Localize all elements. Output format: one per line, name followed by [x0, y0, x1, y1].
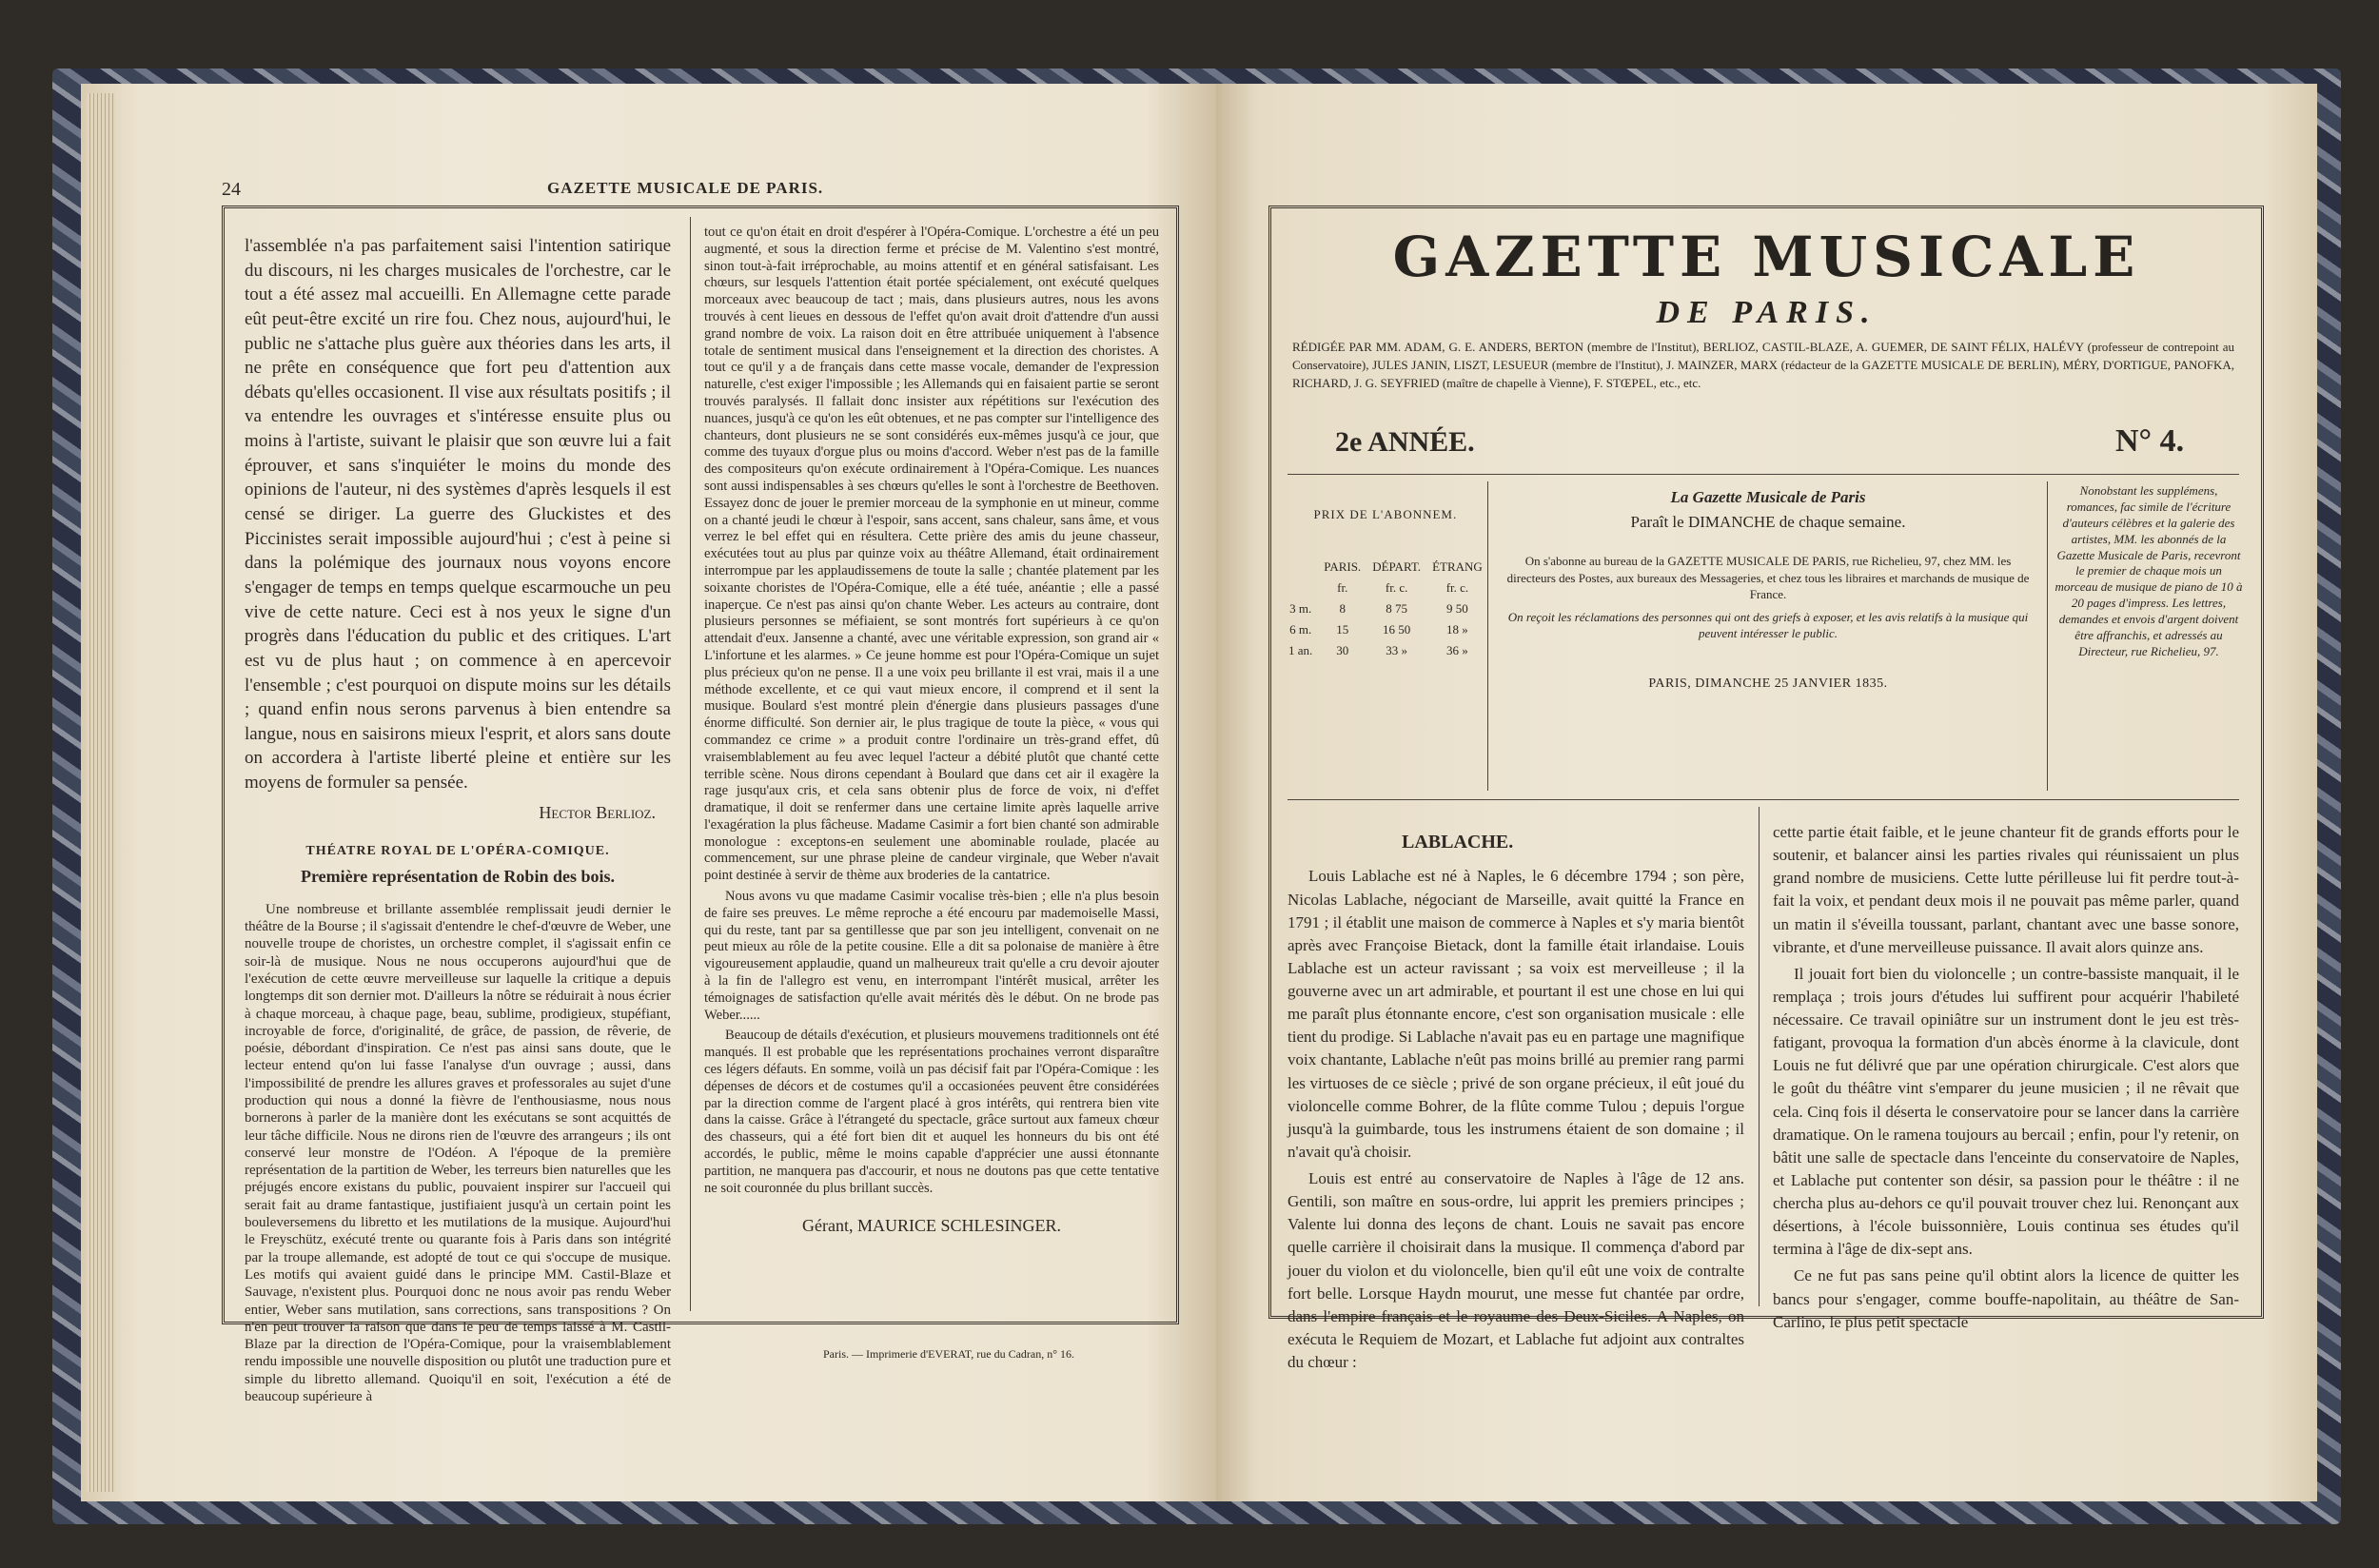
right-page [1216, 84, 2317, 1501]
gerant: Gérant, MAURICE SCHLESINGER. [802, 1216, 1061, 1236]
publication-day: Paraît le DIMANCHE de chaque semaine. [1630, 513, 1906, 531]
masthead-rule [1288, 474, 2239, 475]
price-unit: fr. c. [1445, 580, 1469, 595]
article-paragraph: Ce ne fut pas sans peine qu'il obtint alors la licence de quitter les bancs pour s'engager, comme bouffe-napolitain, au théâtre de San-Carlino, le plus petit spectacle [1773, 1266, 2239, 1331]
price-cell: 30 [1336, 643, 1349, 657]
article-paragraph: Il jouait fort bien du violoncelle ; un contre-bassiste manquait, il le remplaça ; trois jours d'études lui suffirent pour acquérir l'habileté nécessaire. Ce travail opiniâtre sur un instrument dont le jeu est très-fatigant, provoqua la formation d'un abcès énorme à la clavicule, dont Louis ne fut délivré que par une opération chirurgicale. C'est alors que le goût du théâtre vint s'emparer du jeune musicien ; il ne rêvait que cela. Cinq fois il déserta le conservatoire pour se lancer dans la carrière dramatique. On le ramena toujours au bercail ; enfin, pour l'y retenir, on bâtit une salle de spectacle dans l'enceinte du conservatoire de Naples, et Lablache put contenter son désir, sa passion pour le théâtre : il ne chercha plus au-dehors ce qu'il pouvait trouver chez lui. Renonçant aux désertions, à l'école buissonnière, Louis continua ses études qu'il termina à l'âge de dix-sept ans. [1773, 964, 2239, 1259]
price-row [1283, 619, 1488, 640]
article-title: LABLACHE. [1402, 832, 1514, 853]
article-paragraph: cette partie était faible, et le jeune chanteur fit de grands efforts pour le soutenir, et balancer ainsi les parties rivales qui réunissaient un plus grand nombre de musiciens. Cette lutte périlleuse lui fit perdre tout-à-fait la voix, et pendant deux mois il ne pouvait pas même parler, quand un matin il s'éveilla toussant, parlant, chantant avec une basse sonore, vibrante, et d'une merveilleuse puissance. Il avait alors quinze ans. [1773, 823, 2239, 956]
review-paragraph: Nous avons vu que madame Casimir vocalise très-bien ; elle n'a plus besoin de faire ses preuves. Le même reproche a été encouru par mademoiselle Massi, qui du reste, tant par sa gentillesse que par son jeu intelligent, convenait on ne peut mieux au rôle de la petite cousine. Elle a dit sa polonaise de manière à être vigoureusement applaudie, quand un malheureux trait qu'elle a cru devoir ajouter à la fin de l'allegro est venu, en interrompant l'intérêt musical, arrêter les témoignages de satisfaction qu'elle avait mérités dès le début. On ne brode pas Weber...... [704, 889, 1159, 1023]
left-page [81, 84, 1216, 1501]
info-rule-right [2047, 481, 2048, 791]
price-unit: fr. [1337, 580, 1348, 595]
price-cell: 6 m. [1289, 622, 1312, 637]
signature: Hector Berlioz. [539, 802, 656, 822]
open-book [81, 84, 2317, 1501]
editors-list: RÉDIGÉE PAR MM. ADAM, G. E. ANDERS, BERTON (membre de l'Institut), BERLIOZ, CASTIL-BLAZE, A. GUEMER, DE SAINT FÉLIX, HALÉVY (professeur de contrepoint au Conservatoire), JULES JANIN, LISZT, LESUEUR (membre de l'Institut), J. MAINZER, MARX (rédacteur de la GAZETTE MUSICALE DE BERLIN), MÉRY, D'ORTIGUE, PANOFKA, RICHARD, J. G. SEYFRIED (maître de chapelle à Vienne), F. STŒPEL, etc., etc. [1292, 340, 2234, 390]
running-head: GAZETTE MUSICALE DE PARIS. [547, 179, 824, 197]
price-cell: 8 75 [1386, 601, 1407, 616]
price-cell: 16 50 [1383, 622, 1411, 637]
price-col-header: DÉPART. [1372, 559, 1422, 574]
year-label: 2e ANNÉE. [1335, 426, 1475, 458]
article-paragraph: Louis est entré au conservatoire de Naples à l'âge de 12 ans. Gentili, son maître en sous-ordre, lui apprit les premiers principes ; Valente lui donna des leçons de chant. Louis ne savait pas encore quelle carrière il choisirait dans la musique. Il commença d'abord par jouer du violon et du violoncelle, bien qu'il eût une voix de contralte fort belle. Lorsque Haydn mourut, une messe fut chantée par ordre, dans l'empire français et le royaume des Deux-Siciles. A Naples, on exécuta le Requiem de Mozart, et Lablache fut adjoint aux contraltes du chœur : [1288, 1169, 1744, 1372]
article-paragraph: Louis Lablache est né à Naples, le 6 décembre 1794 ; son père, Nicolas Lablache, négociant de Marseille, avait quitté la France en 1791 ; il établit une maison de commerce à Naples et s'y maria bientôt après avec Françoise Bietack, dont la famille était irlandaise. Louis Lablache est un acteur ravissant ; sa voix est merveilleuse ; il la gouverne avec un art admirable, et pourtant il est une chose en lui qui me paraît plus étonnante encore, c'est son organisation musicale : elle tient du prodige. Si Lablache n'avait pas eu en partage une magnifique voix chantante, Lablache n'eût pas moins brillé au premier rang parmi les virtuoses de ce siècle ; privé de son organe précieux, il eût joué du violoncelle comme Bohrer, de la flûte comme Tulou ; depuis l'orgue jusqu'à la guimbarde, tous les instrumens étaient de son domaine ; il n'avait qu'à choisir. [1288, 867, 1744, 1161]
side-note: Nonobstant les supplémens, romances, fac simile de l'écriture d'auteurs célèbres et la galerie des artistes, MM. les abonnés de la Gazette Musicale de Paris, recevront le premier de chaque mois un morceau de musique de piano de 10 à 20 pages d'impress. Les lettres, demandes et envois d'argent doivent être affranchis, et adressés au Directeur, rue Richelieu, 97. [2055, 483, 2243, 658]
imprint: Paris. — Imprimerie d'EVERAT, rue du Cadran, n° 16. [823, 1347, 1075, 1361]
price-cell: 3 m. [1289, 601, 1312, 616]
info-rule-left [1487, 481, 1488, 791]
publication-info [1502, 488, 2035, 692]
issue-date: PARIS, DIMANCHE 25 JANVIER 1835. [1648, 676, 1888, 691]
column-rule [690, 217, 691, 1311]
price-col-header: PARIS. [1324, 559, 1362, 574]
price-cell: 9 50 [1446, 601, 1468, 616]
left-column-2 [704, 225, 1159, 1309]
berlioz-article-end: l'assemblée n'a pas parfaitement saisi l'intention satirique du discours, ni les charges musicales de l'orchestre, car le tout a été assez mal accueilli. En Allemagne cette parade eût peut-être excité un rire fou. Chez nous, aujourd'hui, le public ne s'attache plus guère aux théories dans les arts, il ne prête en conséquence que fort peu d'attention aux débats qu'elles occasionent. Il vise aux résultats positifs ; il va entendre les ouvrages et s'intéresse ensuite plus ou moins à l'artiste, suivant le plaisir que son œuvre lui a fait éprouver, et sans s'inquiéter le moins du monde des opinions de l'auteur, ni des systèmes d'après lesquels il est censé se diriger. La guerre des Gluckistes et des Piccinistes serait impossible aujourd'hui ; c'est à peine si dans la polémique des journaux nous voyons encore s'engager de temps en temps quelque escarmouche un peu vive de cette nature. Ceci est à nos yeux le signe d'un progrès dans l'éducation du public et des critiques. L'art est vu de plus haut ; on commence à en apercevoir l'ensemble ; c'est pourquoi on dispute moins sur les détails ; quand enfin nous serons parvenus à bien entendre sa langue, nous en saisirons mieux l'esprit, et alors sans doute on accordera à l'artiste liberté pleine et entière sur les moyens de formuler sa pensée. [245, 236, 671, 794]
price-cell: 1 an. [1288, 643, 1313, 657]
section-title: THÉATRE ROYAL DE L'OPÉRA-COMIQUE. [305, 843, 610, 858]
gazette-line: La Gazette Musicale de Paris [1670, 488, 1866, 506]
section-subtitle: Première représentation de Robin des bois. [301, 866, 615, 886]
article-column-rule [1759, 807, 1760, 1306]
price-row [1283, 640, 1488, 661]
price-heading: PRIX DE L'ABONNEM. [1313, 507, 1458, 521]
review-paragraph: tout ce qu'on était en droit d'espérer à l'Opéra-Comique. L'orchestre a été un peu augmenté, et sous la direction ferme et précise de M. Valentino s'est montré, sinon tout-à-fait irréprochable, au moins attentif et en général satisfaisant. Les chœurs, sur lesquels l'attention était portée spécialement, ont exécuté quelques morceaux avec beaucoup de tact ; mais, dans plusieurs autres, nous les avons trouvés à cent lieues en dessous de l'effet qu'on avait droit d'attendre d'un aussi grand nombre de voix. La raison doit en être attribuée uniquement à l'absence totale de sentiment musical dans l'enseignement et la direction des choristes. A tout ce qu'il y a de français dans cette masse vocale, demander de l'expression naturelle, c'est exiger l'impossible ; les Allemands qui en faisaient partie se seront trouvés paralysés. Il fallait donc insister aux répétitions sur l'exécution des nuances, jusqu'à ce qu'on les eût obtenues, et ne pas compter sur l'intelligence des chanteurs, dont plusieurs ne se sont considérés eux-mêmes jusqu'à ce jour, que comme des tuyaux d'orgue plus ou moins d'accord. Weber n'est pas de la famille des compositeurs qu'on exécute ordinairement à l'Opéra-Comique. Les nuances sont aussi indispensables à ses chœurs qu'elles le sont à l'orchestre de Beethoven. Essayez donc de jouer le premier morceau de la symphonie en ut mineur, comme on a chanté jeudi le chœur à l'espoir, sans accent, sans chaleur, sans âme, et vous verrez le bel effet qui en résultera. Cette prière des amis du jeune chasseur, exécutées tout au plus par quinze voix au théâtre Allemand, était ordinairement interrompue par les applaudissemens de toute la salle ; chantée platement par les soixante choristes de l'Opéra-Comique, elle a été tuée, anéantie ; elle a passé inaperçue. Ce n'est pas ainsi qu'on chante Weber. Les acteurs au contraire, dont plusieurs personnes se méfiaient, se sont montrés fort supérieurs à ce qu'on attendait d'eux. Jansenne a chanté, avec une véritable expression, son grand air « L'infortune et les alarmes. » Ce jeune homme est pour l'Opéra-Comique un sujet plus précieux qu'on ne pense. Il a une voix peu brillante il est vrai, mais il a une méthode excellente, et ce qui vaut mieux encore, il comprend et il sent la musique. Boulard s'est montré plein d'énergie dans plusieurs passages d'une énorme difficulté. Son dernier air, le plus tragique de toute la pièce, « vous qui commandez ce crime » a produit contre l'ordinaire un très-grand effet, dû vraisemblablement au feu avec lequel l'acteur a débité plutôt que chanté cette terrible scène. Nous dirons cependant à Boulard que dans cet air il exagère la rage jusqu'aux cris, et cela sans obtenir plus de force de voix, ni d'effet dramatique, il doit se renfermer dans une certaine limite après laquelle arrive l'exagération la plus fâcheuse. Madame Casimir a fort bien chanté son admirable monologue : exceptons-en seulement une abominable roulade, placée au commencement, sur une phrase pleine de candeur virginale, que Weber n'avait point destinée à servir de thème aux broderies de la cantatrice. [704, 225, 1159, 884]
subscription-info: On s'abonne au bureau de la GAZETTE MUSICALE DE PARIS, rue Richelieu, 97, chez MM. les directeurs des Postes, aux bureaux des Messageries, et chez tous les libraires et marchands de musique de France. [1506, 554, 2030, 602]
subscription-prices [1283, 507, 1488, 661]
left-column-1 [245, 234, 671, 1405]
price-cell: 15 [1336, 622, 1349, 637]
review-paragraph: Une nombreuse et brillante assemblée remplissait jeudi dernier le théâtre de la Bourse ; il s'agissait d'entendre le chef-d'œuvre de Weber, une nouvelle troupe de choristes, un orchestre complet, il s'agissait enfin ce soir-là de musique. Nous ne nous occuperons aujourd'hui que de l'exécution de cette œuvre merveilleuse sur laquelle la critique a depuis longtemps dit son dernier mot. D'ailleurs la nôtre se réduirait à nous écrier à chaque morceau, à chaque page, beau, sublime, prodigieux, stupéfiant, incroyable de force, d'originalité, de grâce, de passion, de rêverie, de poésie, débordant d'inspiration. Ce n'est pas ainsi sans doute, que le lecteur entend qu'on lui fasse l'analyse d'un ouvrage ; aussi, dans l'impossibilité de prendre les allures graves et professorales au sujet d'une production qui nous a donné la fièvre de l'enthousiasme, nous nous bornerons à parler de la manière dont les exécutans se sont acquittés de leur tâche difficile. Nous ne dirons rien de l'œuvre des arrangeurs ; ils ont conservé leur monstre de l'Odéon. A l'époque de la première représentation de la partition de Weber, les terreurs bien naturelles que les préjugés encore existans du public, pouvaient inspirer sur l'accueil qui serait fait au drame fantastique, justifiaient jusqu'à un certain point les bouleversemens du libretto et les mutilations de la musique. Aujourd'hui le Freyschütz, exécuté trente ou quarante fois à Paris dans son intégrité par la troupe allemande, est adopté de tout ce qui s'occupe de musique. Les motifs qui avaient guidé dans le principe MM. Castil-Blaze et Sauvage, n'existent plus. Pourquoi donc ne nous avoir pas rendu Weber entier, Weber sans mutilation, sans corrections, sans transpositions ? On n'en peut trouver la raison que dans le peu de temps laissé à M. Castil-Blaze par la direction de l'Opéra-Comique, pour la vraisemblablement rendu impossible une nouvelle disposition ou plutôt une traduction pure et simple du libretto allemand. Quoiqu'il en soit, l'exécution a été de beaucoup supérieure à [245, 901, 671, 1405]
page-number: 24 [222, 179, 241, 200]
price-cell: 33 » [1386, 643, 1407, 657]
issue-number: N° 4. [2115, 423, 2185, 459]
masthead-title: GAZETTE MUSICALE [1392, 225, 2141, 289]
price-cell: 18 » [1446, 622, 1468, 637]
price-table [1283, 557, 1488, 661]
price-cell: 8 [1339, 601, 1346, 616]
price-unit: fr. c. [1385, 580, 1408, 595]
right-column-1 [1288, 831, 1744, 1372]
reclamations-info: On reçoit les réclamations des personnes qui ont des griefs à exposer, et les avis relatifs à la musique qui peuvent intéresser le public. [1507, 609, 2029, 641]
masthead-subtitle: DE PARIS. [1656, 295, 1878, 330]
price-cell: 36 » [1446, 643, 1468, 657]
review-paragraph: Beaucoup de détails d'exécution, et plusieurs mouvemens traditionnels ont été manqués. Il est probable que les représentations prochaines verront disparaître ces légers défauts. En somme, voilà un pas décisif fait par l'Opéra-Comique : les dépenses de décors et de costumes qu'il a occasionées peuvent être considérées par la direction comme de l'argent placé à gros intérêts, qui rentrera bien vite dans la caisse. Grâce à l'étrangeté du spectacle, grâce surtout aux fameux chœur des chasseurs, qui a été fort bien dit et auquel les honneurs du bis ont été accordés, le public, même le moins capable d'apprécier une aussi étonnante partition, ne manquera pas d'accourir, et nous ne doutons pas que cette tentative ne soit couronnée du plus brillant succès. [704, 1028, 1159, 1196]
price-col-header: ÉTRANG [1432, 559, 1483, 574]
price-row [1283, 598, 1488, 619]
page-edges [87, 93, 115, 1492]
right-column-2 [1773, 821, 2239, 1331]
info-rule-bottom [1288, 799, 2239, 800]
